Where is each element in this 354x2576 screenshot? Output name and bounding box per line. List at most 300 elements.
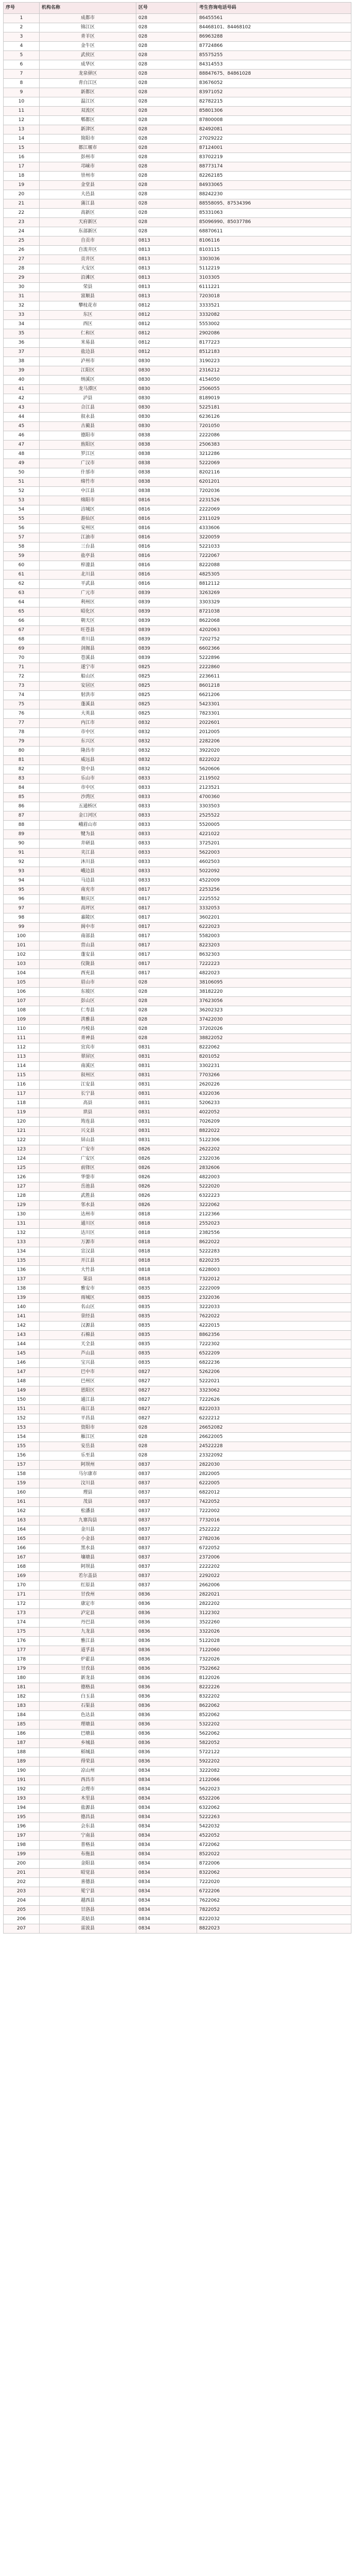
agency-name: 梓潼县 (40, 561, 136, 570)
agency-name: 纳溪区 (40, 376, 136, 385)
row-index: 22 (4, 209, 40, 218)
area-code: 0834 (136, 1813, 197, 1822)
row-index: 29 (4, 274, 40, 283)
area-code: 0839 (136, 626, 197, 635)
row-index: 98 (4, 913, 40, 923)
area-code: 028 (136, 134, 197, 144)
row-index: 27 (4, 255, 40, 264)
area-code: 0836 (136, 1637, 197, 1646)
phone-number: 2292022 (197, 1572, 351, 1581)
table-row (4, 774, 351, 784)
table-row (4, 1025, 351, 1034)
area-code: 0835 (136, 1340, 197, 1349)
row-index: 89 (4, 830, 40, 839)
row-index: 12 (4, 116, 40, 125)
table-row (4, 255, 351, 264)
phone-number: 4221022 (197, 830, 351, 839)
table-row (4, 886, 351, 895)
table-row (4, 274, 351, 283)
table-row (4, 144, 351, 153)
agency-name: 高坪区 (40, 904, 136, 913)
agency-name: 成华区 (40, 60, 136, 70)
table-row (4, 1906, 351, 1915)
table-row (4, 1210, 351, 1219)
agency-name: 汉源县 (40, 1321, 136, 1331)
table-row (4, 1470, 351, 1479)
phone-number: 2552023 (197, 1219, 351, 1229)
table-row (4, 960, 351, 969)
table-row (4, 1813, 351, 1822)
table-row (4, 42, 351, 51)
area-code: 028 (136, 162, 197, 172)
table-row (4, 246, 351, 255)
area-code: 0832 (136, 719, 197, 728)
row-index: 207 (4, 1924, 40, 1934)
agency-name: 苍溪县 (40, 654, 136, 663)
agency-name: 合江县 (40, 403, 136, 413)
phone-number: 2222009 (197, 1284, 351, 1294)
row-index: 36 (4, 338, 40, 348)
table-row (4, 440, 351, 450)
table-row (4, 830, 351, 839)
agency-name: 市中区 (40, 728, 136, 737)
row-index: 44 (4, 413, 40, 422)
row-index: 172 (4, 1600, 40, 1609)
table-row (4, 1479, 351, 1488)
agency-name: 白玉县 (40, 1692, 136, 1702)
agency-name: 九寨沟县 (40, 1516, 136, 1526)
row-index: 123 (4, 1145, 40, 1155)
agency-name: 市中区 (40, 784, 136, 793)
area-code: 0831 (136, 1080, 197, 1090)
table-row (4, 505, 351, 515)
phone-number: 5622003 (197, 849, 351, 858)
area-code: 0816 (136, 543, 197, 552)
agency-name: 马尔康市 (40, 1470, 136, 1479)
table-row (4, 1321, 351, 1331)
agency-name: 天府新区 (40, 218, 136, 227)
agency-name: 自流井区 (40, 246, 136, 255)
phone-number: 8189019 (197, 394, 351, 403)
row-index: 69 (4, 645, 40, 654)
agency-name: 若尔盖县 (40, 1572, 136, 1581)
phone-number: 2222202 (197, 1563, 351, 1572)
area-code: 0830 (136, 366, 197, 376)
phone-number: 8222022 (197, 756, 351, 765)
row-index: 183 (4, 1702, 40, 1711)
area-code: 0834 (136, 1832, 197, 1841)
area-code: 0825 (136, 663, 197, 672)
table-row (4, 821, 351, 830)
area-code: 0817 (136, 923, 197, 932)
area-code: 0836 (136, 1702, 197, 1711)
row-index: 187 (4, 1739, 40, 1748)
row-index: 85 (4, 793, 40, 802)
area-code: 0836 (136, 1646, 197, 1655)
row-index: 72 (4, 672, 40, 682)
phone-number: 7622022 (197, 1312, 351, 1321)
row-index: 192 (4, 1785, 40, 1794)
row-index: 7 (4, 70, 40, 79)
table-row (4, 765, 351, 774)
agency-name: 阆中市 (40, 923, 136, 932)
area-code: 0818 (136, 1275, 197, 1284)
phone-number: 7202752 (197, 635, 351, 645)
row-index: 145 (4, 1349, 40, 1359)
phone-number: 88847675、84861028 (197, 70, 351, 79)
phone-number: 87124001 (197, 144, 351, 153)
agency-name: 屏山县 (40, 1136, 136, 1145)
agency-name: 高县 (40, 1099, 136, 1108)
table-row (4, 1618, 351, 1628)
table-row (4, 1034, 351, 1043)
agency-name: 丹棱县 (40, 1025, 136, 1034)
agency-name: 嘉陵区 (40, 913, 136, 923)
table-row (4, 14, 351, 23)
phone-number: 5112219 (197, 264, 351, 274)
phone-number: 3222082 (197, 1767, 351, 1776)
phone-number: 6222005 (197, 1479, 351, 1488)
phone-number: 2119502 (197, 774, 351, 784)
row-index: 78 (4, 728, 40, 737)
table-row (4, 1572, 351, 1581)
row-index: 50 (4, 468, 40, 478)
row-index: 35 (4, 329, 40, 338)
area-code: 0837 (136, 1526, 197, 1535)
area-code: 0838 (136, 478, 197, 487)
table-row (4, 1739, 351, 1748)
phone-number: 8622062 (197, 1702, 351, 1711)
row-index: 18 (4, 172, 40, 181)
agency-name: 道孚县 (40, 1646, 136, 1655)
agency-name: 松潘县 (40, 1507, 136, 1516)
table-row (4, 1785, 351, 1794)
agency-name: 邻水县 (40, 1201, 136, 1210)
agency-name: 高新区 (40, 209, 136, 218)
row-index: 140 (4, 1303, 40, 1312)
table-row (4, 876, 351, 886)
phone-number: 4154050 (197, 376, 351, 385)
header-index: 序号 (4, 3, 40, 14)
phone-number: 2662006 (197, 1581, 351, 1590)
table-row (4, 1767, 351, 1776)
phone-number: 7222002 (197, 1507, 351, 1516)
table-row (4, 1665, 351, 1674)
table-row (4, 51, 351, 60)
area-code: 0835 (136, 1331, 197, 1340)
phone-number: 3323062 (197, 1386, 351, 1396)
agency-name: 小金县 (40, 1535, 136, 1544)
agency-name: 峨眉山市 (40, 821, 136, 830)
row-index: 138 (4, 1284, 40, 1294)
area-code: 0838 (136, 487, 197, 496)
row-index: 121 (4, 1127, 40, 1136)
area-code: 028 (136, 70, 197, 79)
row-index: 56 (4, 524, 40, 533)
area-code: 0816 (136, 496, 197, 505)
area-code: 0837 (136, 1470, 197, 1479)
area-code: 0837 (136, 1553, 197, 1563)
phone-number: 4700360 (197, 793, 351, 802)
agency-name: 沐川县 (40, 858, 136, 867)
area-code: 028 (136, 125, 197, 134)
phone-number: 84468101、84468102 (197, 23, 351, 32)
row-index: 180 (4, 1674, 40, 1683)
row-index: 175 (4, 1628, 40, 1637)
phone-number: 2231526 (197, 496, 351, 505)
table-row (4, 589, 351, 598)
agency-name: 峨边县 (40, 867, 136, 876)
table-row (4, 366, 351, 376)
row-index: 109 (4, 1015, 40, 1025)
row-index: 4 (4, 42, 40, 51)
area-code: 0812 (136, 320, 197, 329)
agency-name: 彭山区 (40, 997, 136, 1006)
row-index: 33 (4, 311, 40, 320)
row-index: 90 (4, 839, 40, 849)
phone-number: 5222069 (197, 459, 351, 468)
agency-name: 绵竹市 (40, 478, 136, 487)
area-code: 0816 (136, 580, 197, 589)
agency-name: 茂县 (40, 1498, 136, 1507)
row-index: 101 (4, 941, 40, 951)
phone-number: 24522228 (197, 1442, 351, 1451)
area-code: 0837 (136, 1535, 197, 1544)
phone-number: 7322012 (197, 1275, 351, 1284)
row-index: 17 (4, 162, 40, 172)
row-index: 57 (4, 533, 40, 543)
phone-number: 8122026 (197, 1674, 351, 1683)
table-row (4, 719, 351, 728)
table-row (4, 1683, 351, 1692)
table-row (4, 1896, 351, 1906)
area-code: 028 (136, 88, 197, 97)
table-row (4, 70, 351, 79)
phone-number: 8721038 (197, 607, 351, 617)
agency-name: 北川县 (40, 570, 136, 580)
area-code: 0827 (136, 1396, 197, 1405)
agency-name: 乐山市 (40, 774, 136, 784)
table-row (4, 1748, 351, 1757)
agency-name: 乐至县 (40, 1451, 136, 1461)
phone-number: 5553002 (197, 320, 351, 329)
phone-number: 5422032 (197, 1822, 351, 1832)
table-row (4, 1368, 351, 1377)
phone-number: 6111221 (197, 283, 351, 292)
row-index: 34 (4, 320, 40, 329)
row-index: 88 (4, 821, 40, 830)
agency-name: 通江县 (40, 1396, 136, 1405)
phone-number: 8812112 (197, 580, 351, 589)
row-index: 31 (4, 292, 40, 301)
agency-name: 龙泉驿区 (40, 70, 136, 79)
phone-number: 8222226 (197, 1683, 351, 1692)
agency-name: 南充市 (40, 886, 136, 895)
agency-name: 泸定县 (40, 1609, 136, 1618)
agency-name: 仁寿县 (40, 1006, 136, 1015)
phone-number: 2012005 (197, 728, 351, 737)
table-row (4, 1340, 351, 1349)
area-code: 0830 (136, 357, 197, 366)
agency-name: 马边县 (40, 876, 136, 886)
phone-number: 7823301 (197, 709, 351, 719)
area-code: 0837 (136, 1479, 197, 1488)
header-area-code: 区号 (136, 3, 197, 14)
table-row (4, 107, 351, 116)
table-row (4, 1442, 351, 1451)
area-code: 0835 (136, 1321, 197, 1331)
agency-name: 雅江县 (40, 1637, 136, 1646)
phone-number: 5622062 (197, 1730, 351, 1739)
table-row (4, 1674, 351, 1683)
table-row (4, 1053, 351, 1062)
agency-name: 沙湾区 (40, 793, 136, 802)
area-code: 0835 (136, 1303, 197, 1312)
area-code: 0812 (136, 311, 197, 320)
row-index: 8 (4, 79, 40, 88)
phone-number: 37422030 (197, 1015, 351, 1025)
area-code: 0818 (136, 1257, 197, 1266)
row-index: 167 (4, 1553, 40, 1563)
table-row (4, 301, 351, 311)
phone-number: 8222062 (197, 1043, 351, 1053)
area-code: 0813 (136, 236, 197, 246)
table-row (4, 978, 351, 988)
area-code: 0818 (136, 1247, 197, 1257)
table-row (4, 1655, 351, 1665)
area-code: 0812 (136, 348, 197, 357)
agency-name: 沿滩区 (40, 274, 136, 283)
area-code: 0833 (136, 830, 197, 839)
table-row (4, 1859, 351, 1869)
agency-name: 龙马潭区 (40, 385, 136, 394)
agency-name: 宣汉县 (40, 1247, 136, 1257)
area-code: 0834 (136, 1878, 197, 1887)
table-row (4, 338, 351, 348)
area-code: 028 (136, 1034, 197, 1043)
agency-name: 金口河区 (40, 811, 136, 821)
area-code: 028 (136, 218, 197, 227)
agency-name: 金川县 (40, 1526, 136, 1535)
area-code: 0817 (136, 951, 197, 960)
row-index: 105 (4, 978, 40, 988)
phone-number: 7732016 (197, 1516, 351, 1526)
agency-name: 石棉县 (40, 1331, 136, 1340)
agency-name: 德格县 (40, 1683, 136, 1692)
row-index: 141 (4, 1312, 40, 1321)
row-index: 1 (4, 14, 40, 23)
phone-number: 2222086 (197, 431, 351, 440)
agency-name: 达州市 (40, 1210, 136, 1219)
agency-name: 金堂县 (40, 181, 136, 190)
phone-number: 2222069 (197, 505, 351, 515)
phone-number: 82262185 (197, 172, 351, 181)
row-index: 130 (4, 1210, 40, 1219)
row-index: 139 (4, 1294, 40, 1303)
row-index: 19 (4, 181, 40, 190)
agency-name: 大邑县 (40, 190, 136, 199)
area-code: 0834 (136, 1794, 197, 1804)
agency-name: 冕宁县 (40, 1887, 136, 1896)
phone-number: 83702219 (197, 153, 351, 162)
phone-number: 2123521 (197, 784, 351, 793)
agency-name: 美姑县 (40, 1915, 136, 1924)
area-code: 0833 (136, 867, 197, 876)
table-row (4, 904, 351, 913)
table-row (4, 737, 351, 747)
row-index: 166 (4, 1544, 40, 1553)
table-row (4, 672, 351, 682)
row-index: 74 (4, 691, 40, 700)
row-index: 200 (4, 1859, 40, 1869)
phone-number: 4202063 (197, 626, 351, 635)
phone-number: 5225181 (197, 403, 351, 413)
row-index: 49 (4, 459, 40, 468)
agency-name: 攀枝花市 (40, 301, 136, 311)
area-code: 0837 (136, 1488, 197, 1498)
area-code: 0831 (136, 1117, 197, 1127)
agency-name: 开江县 (40, 1257, 136, 1266)
agency-name: 西昌市 (40, 1776, 136, 1785)
phone-number: 84314553 (197, 60, 351, 70)
table-row (4, 635, 351, 645)
row-index: 179 (4, 1665, 40, 1674)
row-index: 135 (4, 1257, 40, 1266)
table-row (4, 691, 351, 700)
phone-number: 3303503 (197, 802, 351, 811)
phone-number: 85096990、85037786 (197, 218, 351, 227)
phone-number: 8106116 (197, 236, 351, 246)
area-code: 0832 (136, 765, 197, 774)
phone-number: 7422052 (197, 1498, 351, 1507)
phone-number: 4722062 (197, 1841, 351, 1850)
phone-number: 2311029 (197, 515, 351, 524)
agency-name: 东部新区 (40, 227, 136, 236)
phone-number: 2225552 (197, 895, 351, 904)
area-code: 0827 (136, 1405, 197, 1414)
phone-number: 8220235 (197, 1257, 351, 1266)
row-index: 110 (4, 1025, 40, 1034)
phone-number: 5022092 (197, 867, 351, 876)
area-code: 0834 (136, 1906, 197, 1915)
row-index: 203 (4, 1887, 40, 1896)
area-code: 0839 (136, 645, 197, 654)
area-code: 0818 (136, 1219, 197, 1229)
agency-name: 甘孜县 (40, 1665, 136, 1674)
phone-number: 3332053 (197, 904, 351, 913)
phone-number: 6236126 (197, 413, 351, 422)
agency-name: 名山区 (40, 1303, 136, 1312)
table-row (4, 311, 351, 320)
table-row (4, 1507, 351, 1516)
area-code: 0836 (136, 1748, 197, 1757)
row-index: 63 (4, 589, 40, 598)
area-code: 0826 (136, 1182, 197, 1192)
phone-number: 37202026 (197, 1025, 351, 1034)
agency-name: 阿坝县 (40, 1563, 136, 1572)
phone-number: 5520005 (197, 821, 351, 830)
row-index: 86 (4, 802, 40, 811)
phone-number: 3725201 (197, 839, 351, 849)
phone-number: 2822021 (197, 1590, 351, 1600)
agency-name: 达川区 (40, 1229, 136, 1238)
table-row (4, 1294, 351, 1303)
row-index: 134 (4, 1247, 40, 1257)
row-index: 191 (4, 1776, 40, 1785)
table-row (4, 1841, 351, 1850)
agency-name: 仪陇县 (40, 960, 136, 969)
table-row (4, 422, 351, 431)
